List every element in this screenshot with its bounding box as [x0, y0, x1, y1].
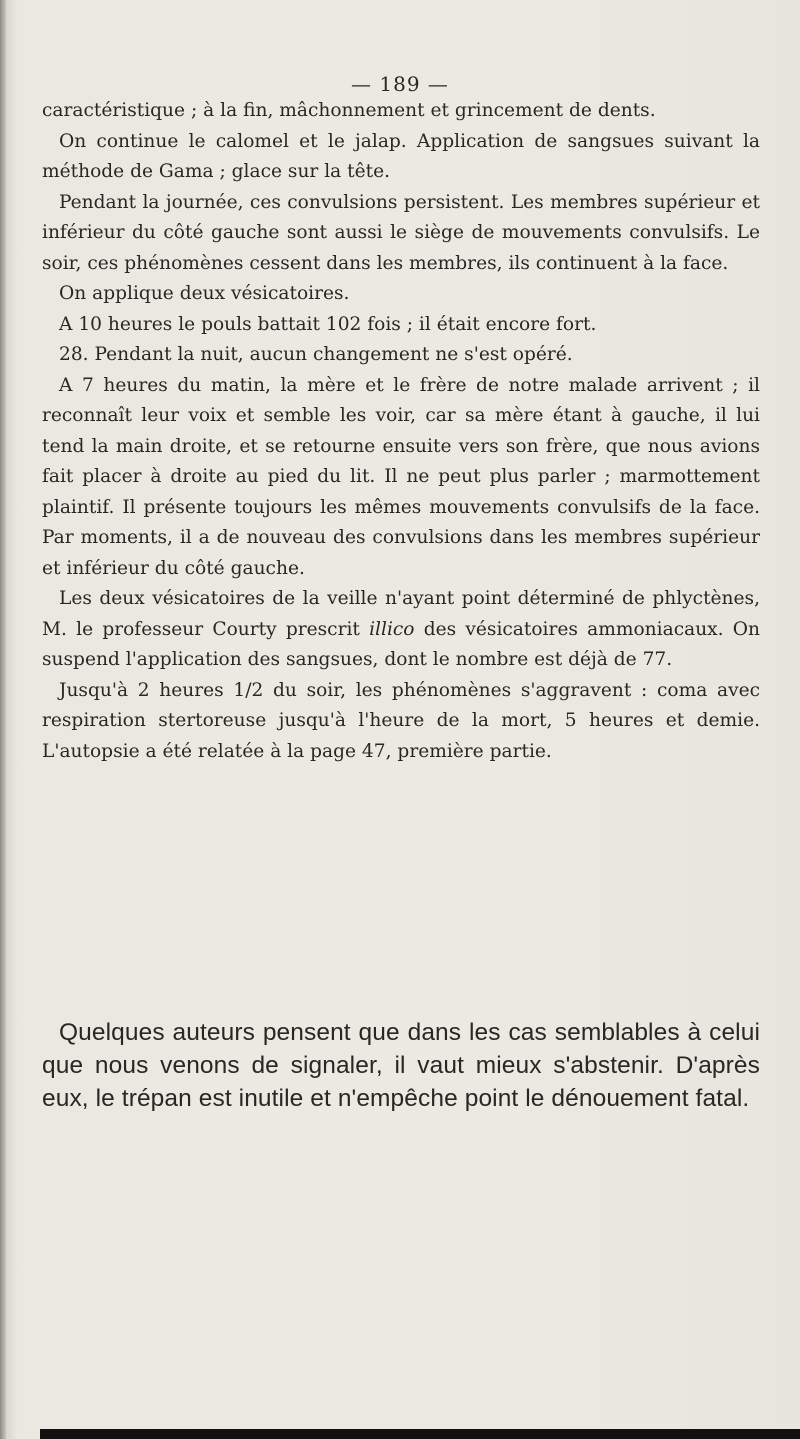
paragraph-3: Pendant la journée, ces convulsions persistent. Les membres supérieur et inférieur du côté gauche sont aussi le siège de mouvements convulsifs. Le soir, ces phénomènes cessent dans les membres, ils continuent à la face.	[42, 191, 760, 274]
conclusion-block	[42, 1016, 760, 1115]
binding-edge	[0, 0, 6, 1439]
paragraph-1: caractéristique ; à la fin, mâchonnement et grincement de dents.	[42, 100, 656, 121]
paragraph-4: On applique deux vésicatoires.	[59, 283, 350, 304]
conclusion-paragraph: Quelques auteurs pensent que dans les cas semblables à celui que nous venons de signaler, il vaut mieux s'abstenir. D'après eux, le trépan est inutile et n'empêche point le dénouement fatal.	[42, 1019, 760, 1112]
page-number: — 189 —	[351, 72, 449, 96]
paragraph-7: A 7 heures du matin, la mère et le frère de notre malade arrivent ; il reconnaît leur voix et semble les voir, car sa mère étant à gauche, il lui tend la main droite, et se retourne ensuite vers son frère, que nous avions fait placer à droite au pied du lit. Il ne peut plus parler ; marmottement plaintif. Il présente toujours les mêmes mouvements convulsifs de la face. Par moments, il a de nouveau des convulsions dans les membres supérieur et inférieur du côté gauche.	[42, 374, 760, 579]
paragraph-5: A 10 heures le pouls battait 102 fois ; il était encore fort.	[59, 313, 597, 335]
paragraph-6: 28. Pendant la nuit, aucun changement ne s'est opéré.	[59, 344, 573, 365]
paragraph-9: Jusqu'à 2 heures 1/2 du soir, les phénomènes s'aggravent : coma avec respiration stertoreuse jusqu'à l'heure de la mort, 5 heures et demie. L'autopsie a été relatée à la page 47, première partie.	[42, 679, 760, 762]
body-text	[42, 96, 760, 767]
bottom-rule	[40, 1429, 800, 1439]
italic-term: illico	[369, 618, 415, 640]
paragraph-2: On continue le calomel et le jalap. Application de sangsues suivant la méthode de Gama ; glace sur la tête.	[42, 130, 760, 182]
paragraph-8: Les deux vésicatoires de la veille n'ayant point déterminé de phlyctènes, M. le professeur Courty prescrit illico des vésicatoires ammoniacaux. On suspend l'application des sangsues, dont le nombre est déjà de 77.	[42, 588, 760, 670]
